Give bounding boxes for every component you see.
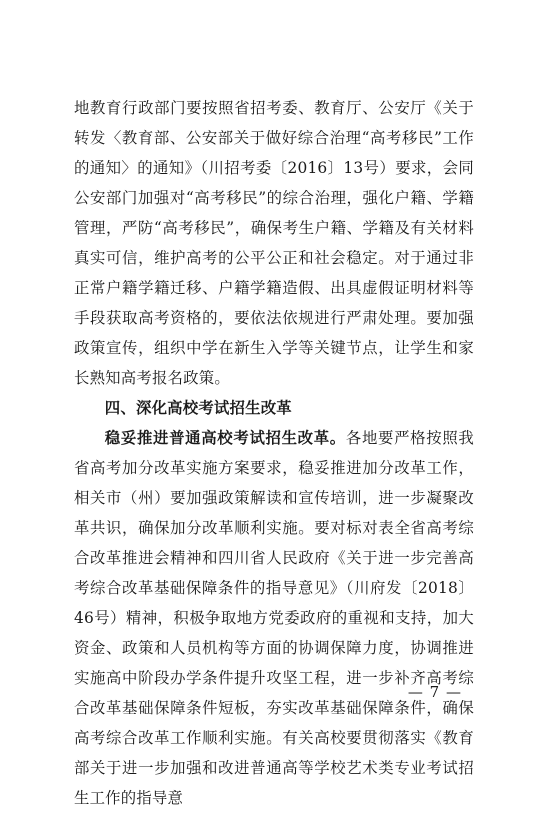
paragraph-reform [74, 423, 474, 813]
document-body [74, 93, 474, 813]
section-heading: 四、深化高校考试招生改革 [104, 399, 292, 417]
paragraph-body: 各地要严格按照我省高考加分改革实施方案要求，稳妥推进加分改革工作，相关市（州）要加强政策解读和宣传培训，进一步凝聚改革共识，确保加分改革顺利实施。要对标对表全省高考综合改革推进会精神和四川省人民政府《关于进一步完善高考综合改革基础保障条件的指导意见》（川府发〔2018〕46号）精神，积极争取地方党委政府的重视和支持，加大资金、政策和人员机构等方面的协调保障力度，协调推进实施高中阶段办学条件提升攻坚工程，进一步补齐高考综合改革基础保障条件短板，夯实改革基础保障条件，确保高考综合改革工作顺利实施。有关高校要贯彻落实《教育部关于进一步加强和改进普通高等学校艺术类专业考试招生工作的指导意 [74, 429, 474, 807]
page-number: — 7 — [407, 683, 462, 701]
paragraph-lead-sentence: 稳妥推进普通高校考试招生改革。 [104, 429, 346, 447]
paragraph-continued: 地教育行政部门要按照省招考委、教育厅、公安厅《关于转发〈教育部、公安部关于做好综合治理“高考移民”工作的通知〉的通知》（川招考委〔2016〕13号）要求，会同公安部门加强对“高考移民”的综合治理，强化户籍、学籍管理，严防“高考移民”，确保考生户籍、学籍及有关材料真实可信，维护高考的公平公正和社会稳定。对于通过非正常户籍学籍迁移、户籍学籍造假、出具虚假证明材料等手段获取高考资格的，要依法依规进行严肃处理。要加强政策宣传，组织中学在新生入学等关键节点，让学生和家长熟知高考报名政策。 [74, 99, 474, 387]
